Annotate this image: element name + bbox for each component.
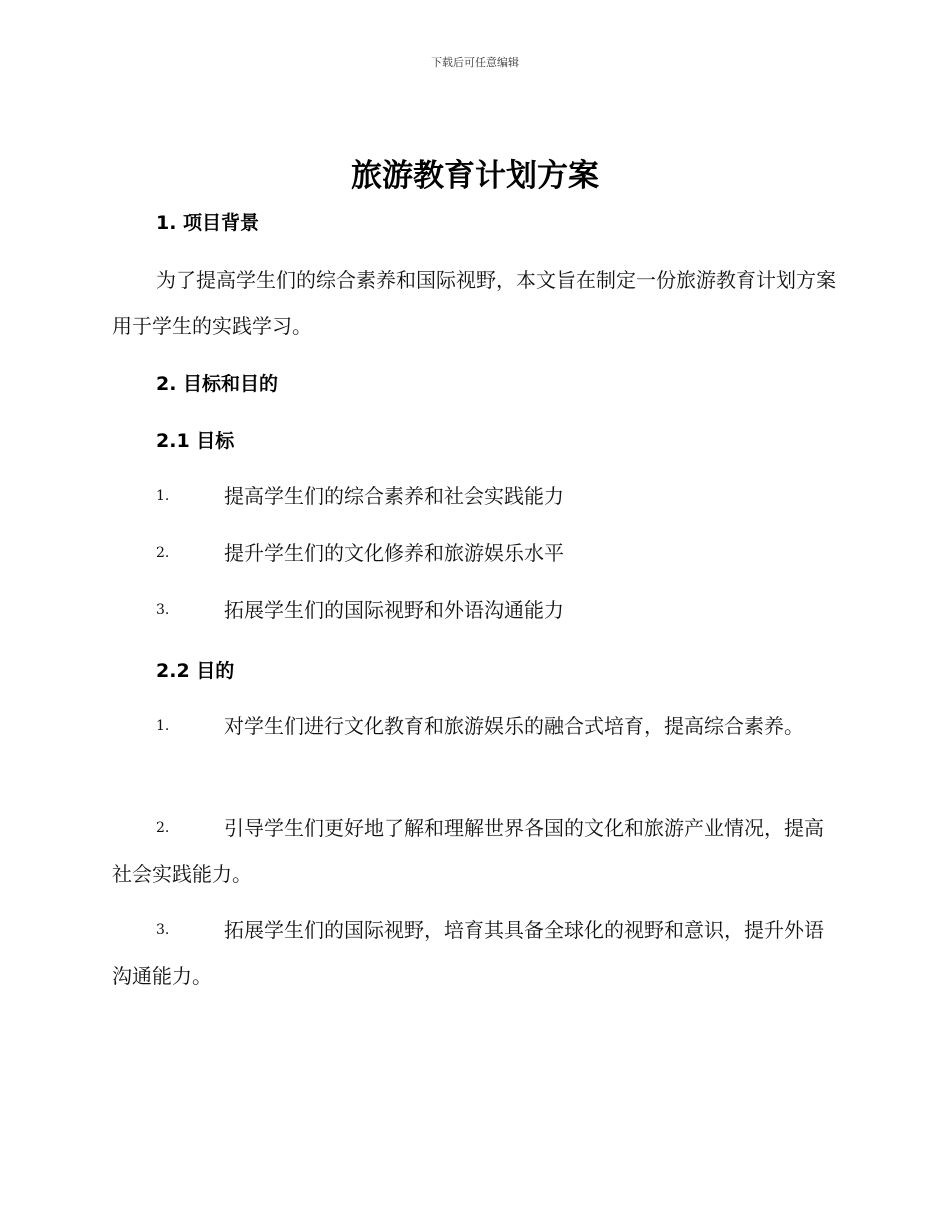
list-item [112,587,837,633]
list-item-text: 拓展学生们的国际视野，培育其具备全球化的视野和意识，提升外语沟通能力。 [112,918,824,988]
list-item-number: 2. [156,820,170,836]
list-item-number: 3. [156,602,170,618]
page-header-note: 下载后可任意编辑 [431,56,519,69]
list-item-text: 提高学生们的综合素养和社会实践能力 [224,484,564,508]
list-item [112,530,837,576]
subsection-heading-purposes: 2.2 目的 [156,660,235,682]
background-paragraph [112,257,837,349]
list-item-text: 对学生们进行文化教育和旅游娱乐的融合式培育，提高综合素养。 [224,714,804,738]
section-heading-background: 1. 项目背景 [156,212,260,234]
list-item-number: 1. [156,488,170,504]
list-item-number: 3. [156,922,170,938]
list-item [112,805,837,897]
list-item [112,473,837,519]
list-item [112,703,837,749]
list-item-number: 1. [156,718,170,734]
list-item [112,907,837,999]
background-paragraph-text: 为了提高学生们的综合素养和国际视野，本文旨在制定一份旅游教育计划方案用于学生的实践学习。 [112,268,836,338]
list-item-text: 引导学生们更好地了解和理解世界各国的文化和旅游产业情况，提高社会实践能力。 [112,816,824,886]
list-item-text: 拓展学生们的国际视野和外语沟通能力 [224,598,564,622]
document-title: 旅游教育计划方案 [351,158,599,194]
list-item-number: 2. [156,545,170,561]
subsection-heading-targets: 2.1 目标 [156,430,235,452]
section-heading-goals: 2. 目标和目的 [156,373,279,395]
list-item-text: 提升学生们的文化修养和旅游娱乐水平 [224,541,564,565]
